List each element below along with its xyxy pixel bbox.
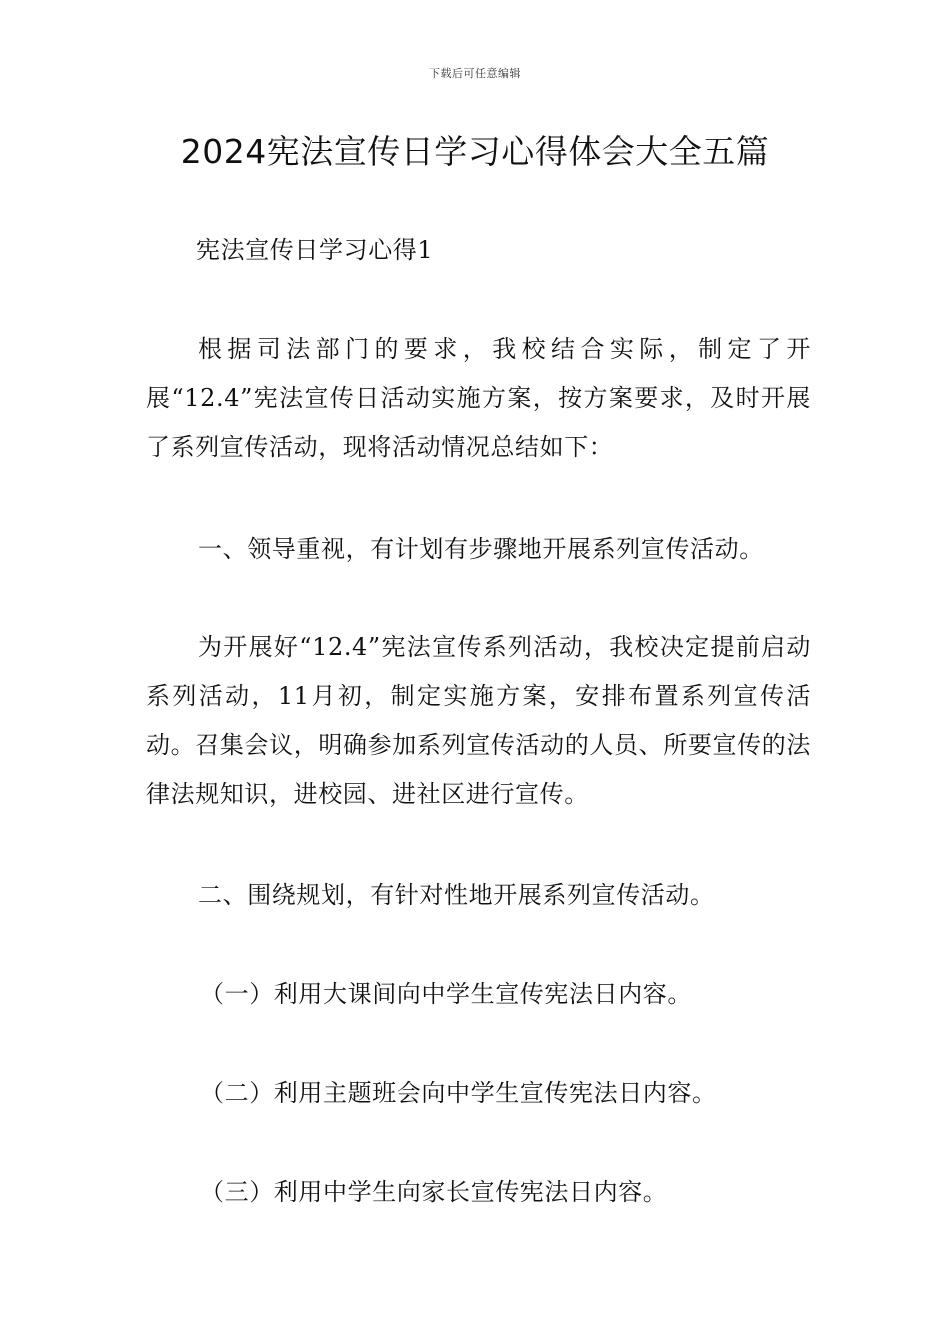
section-title: 宪法宣传日学习心得1: [196, 236, 434, 264]
section-heading-two: 二、围绕规划，有针对性地开展系列宣传活动。: [198, 881, 715, 909]
header-note: 下载后可任意编辑: [429, 67, 521, 80]
paragraph-activities: 为开展好“12.4”宪法宣传系列活动，我校决定提前启动系列活动，11月初，制定实施方案，安排布置系列宣传活动。召集会议，明确参加系列宣传活动的人员、所要宣传的法律法规知识，进校园、进社区进行宣传。: [146, 633, 811, 808]
list-item: （一）利用大课间向中学生宣传宪法日内容。: [200, 980, 692, 1008]
list-item: （二）利用主题班会向中学生宣传宪法日内容。: [200, 1079, 717, 1107]
list-item: （三）利用中学生向家长宣传宪法日内容。: [200, 1178, 668, 1206]
section-heading-one: 一、领导重视，有计划有步骤地开展系列宣传活动。: [198, 535, 764, 563]
document-title: 2024宪法宣传日学习心得体会大全五篇: [180, 132, 770, 171]
paragraph-intro: 根据司法部门的要求，我校结合实际，制定了开展“12.4”宪法宣传日活动实施方案，按方案要求，及时开展了系列宣传活动，现将活动情况总结如下：: [146, 335, 811, 461]
